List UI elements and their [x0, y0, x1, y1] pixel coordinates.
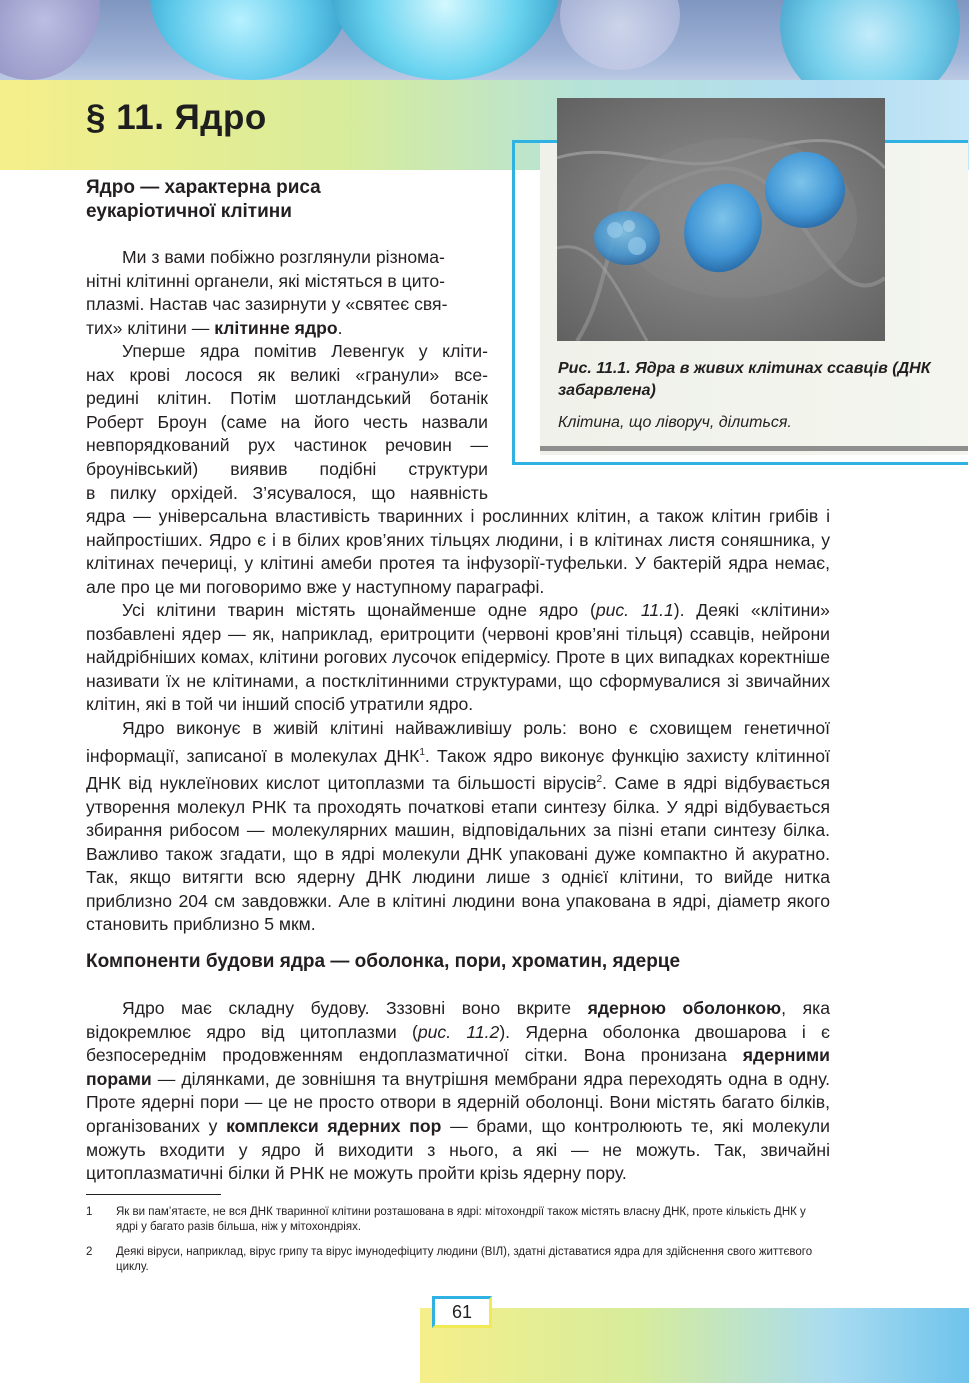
subheading-nucleus-feature: Ядро — характерна риса еукаріотичної клітини	[86, 177, 321, 222]
paragraph-history-continued: ядра — універсальна властивість тваринних і рослинних клітин, а також клітин грибів і найпростіших. Ядро є і в білих кров’яних тільцях людини, і в клітинах листя соняшника, у клітинах печериці, у клітині амеби протея та інфузорії-туфельки. У бактерій ядра немає, але про це ми поговоримо вже у наступному параграфі.	[86, 506, 830, 597]
figure-caption-title: Рис. 11.1. Ядра в живих клітинах ссавців (ДНК забарвлена)	[558, 360, 931, 399]
page-number: 61	[432, 1296, 492, 1328]
footer-band	[420, 1308, 969, 1383]
footnote-2: 2 Деякі віруси, наприклад, вірус грипу та вірус імунодефіциту людини (ВІЛ), здатні діставатися ядра для здійснення свого життєвого циклу.	[86, 1246, 813, 1273]
paragraph-nucleus-function: Ядро виконує в живій клітині найважливішу роль: воно є сховищем генетичної інформації, записаної в молекулах ДНК$^1$. Також ядро виконує функцію захисту клітинної ДНК від нуклеїнових кислот цитоплазми та більшості вірусів$^2$. Саме в ядрі відбувається утворення молекул РНК та проходять початкові етапи синтезу білка. У ядрі відбувається збирання рибосом — молекулярних машин, відповідальних за пізні етапи синтезу білка. Важливо також згадати, що в ядрі молекули ДНК упаковані дуже компактно й акуратно. Так, якщо витягти всю ядерну ДНК людини лише з однієї клітини, то вийде нитка приблизно 204 см завдовжки. Але в клітині людини вона упакована в ядрі, діаметр якого становить приблизно 5 мкм.	[86, 718, 831, 935]
micrograph-image	[557, 98, 885, 341]
paragraph-history: Уперше ядра помітив Левенгук у кліти- нах крові лосося як великі «гранули» все- редині клітин. Потім шотландський ботанік Роберт Броун (саме на його честь назвали невпорядкований рух частинок речовин — броунівський) виявив подібні структури в пилку орхідей. З’ясувалося, що наявність	[86, 341, 488, 503]
term-cell-nucleus: клітинне ядро	[214, 317, 338, 338]
subheading-components: Компоненти будови ядра — оболонка, пори, хроматин, ядерце	[86, 951, 681, 972]
section-title: § 11. Ядро	[86, 98, 267, 137]
figure-caption-note: Клітина, що ліворуч, ділиться.	[558, 414, 792, 431]
paragraph-intro: Ми з вами побіжно розглянули різнома- нітні клітинні органели, які містяться в цито- плазмі. Настав час зазирнути у «святеє свя- тих» клітини — клітинне ядро.	[86, 247, 448, 338]
footnote-rule	[86, 1194, 221, 1195]
figure-reference: рис. 11.1	[595, 600, 674, 620]
paragraph-structure: Ядро має складну будову. Зззовні воно вкрите ядерною оболонкою, яка відокремлює ядро від цитоплазми (рис. 11.2). Ядерна оболонка двошарова і є безпосереднім продовженням ендоплазматичної сітки. Вона пронизана ядерними порами — ділянками, де зовнішня та внутрішня мембрани ядра переходять одна в одну. Проте ядерні пори — це не просто отвори в ядерній оболонці. Вони містять багато білків, організованих у комплекси ядерних пор — брами, що контролюють те, які молекули можуть входити у ядро й виходити з нього, а які — не можуть. Так, звичайні цитоплазматичні білки й РНК не можуть пройти крізь ядерну пору.	[86, 998, 831, 1184]
paragraph-anucleate-cells: Усі клітини тварин містять щонайменше одне ядро (рис. 11.1). Деякі «клітини» позбавлені ядер — як, наприклад, еритроцити (червоні кров’яні тільця) ссавців, нейрони найдрібніших комах, клітини рогових лусочок епідермісу. Проте в цих випадках коректніше називати їх не клітинами, а постклітинними структурами, що сформувалися зі звичайних клітин, які в той чи інший спосіб утратили ядро.	[86, 600, 830, 715]
footnote-1: 1 Як ви пам’ятаєте, не вся ДНК тваринної клітини розташована в ядрі: мітохондрії також містять власну ДНК, проте кількість ДНК у ядрі у багато разів більша, ніж у мітохондріях.	[86, 1206, 806, 1233]
